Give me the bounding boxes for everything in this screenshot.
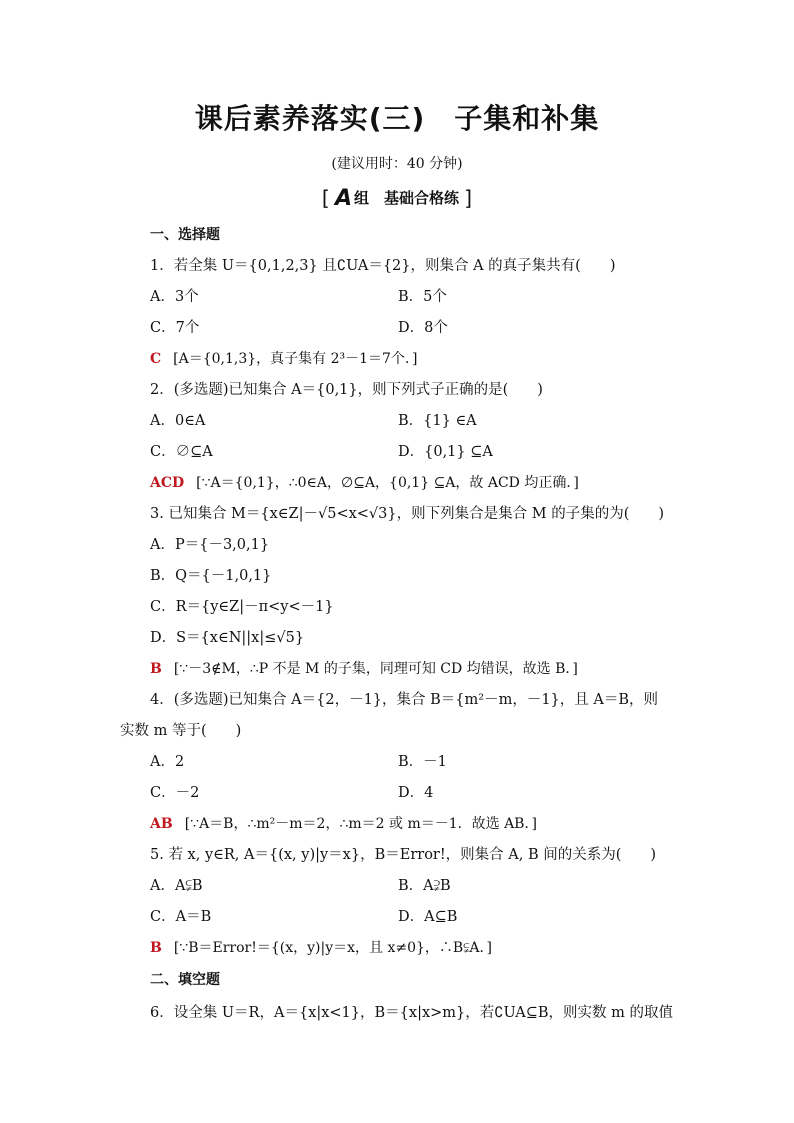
- q4-explanation: [∵A＝B，∴m²－m＝2，∴m＝2 或 m＝－1．故选 AB．]: [184, 816, 537, 832]
- q2-option-b: B．{1} ∈A: [398, 413, 477, 429]
- page-title: 课后素养落实(三) 子集和补集: [194, 102, 600, 135]
- question-5-stem: 5. 若 x, y∈R, A＝{(x, y)|y＝x}，B＝Error!，则集合 A, B 间的关系为( ): [150, 847, 657, 863]
- q5-option-b: B．A⫌B: [398, 878, 451, 894]
- q5-explanation: [∵B＝Error!＝{(x，y)|y＝x，且 x≠0}，∴B⫋A．]: [173, 940, 492, 956]
- q3-explanation: [∵－3∉M，∴P 不是 M 的子集，同理可知 CD 均错误，故选 B．]: [173, 661, 578, 677]
- question-2-stem: 2．(多选题)已知集合 A＝{0,1}，则下列式子正确的是( ): [150, 382, 543, 398]
- question-3-stem: 3. 已知集合 M＝{x∈Z|－√5<x<√3}，则下列集合是集合 M 的子集的为( ): [150, 506, 665, 522]
- q3-option-c: C．R＝{y∈Z|－π<y<－1}: [150, 599, 334, 615]
- group-header: [0, 186, 794, 211]
- q5-option-a: A．A⫋B: [150, 878, 203, 894]
- q4-option-d: D．4: [398, 785, 434, 801]
- q4-answer-line: [150, 814, 537, 834]
- q5-answer: B: [150, 940, 162, 956]
- q5-option-d: D．A⊆B: [398, 909, 458, 925]
- suggested-time: (建议用时：40 分钟): [331, 156, 463, 172]
- q2-explanation: [∵A＝{0,1}，∴0∈A，∅⊆A，{0,1} ⊆A，故 ACD 均正确．]: [196, 475, 579, 491]
- q5-answer-line: [150, 938, 492, 958]
- q1-option-a: A．3个: [150, 289, 199, 305]
- question-6-stem: 6．设全集 U＝R，A＝{x|x<1}，B＝{x|x>m}，若∁UA⊆B，则实数 m 的取值: [150, 1005, 673, 1021]
- q4-answer: AB: [150, 816, 173, 832]
- q1-answer-line: [150, 349, 417, 369]
- q2-option-d: D．{0,1} ⊆A: [398, 444, 493, 460]
- question-4-stem-cont: 实数 m 等于( ): [120, 723, 242, 739]
- q1-option-d: D．8个: [398, 320, 448, 336]
- right-bracket: ]: [464, 186, 473, 210]
- left-bracket: [: [321, 186, 330, 210]
- q4-option-c: C．－2: [150, 785, 200, 801]
- q2-answer-line: [150, 473, 579, 493]
- q3-option-b: B．Q＝{－1,0,1}: [150, 568, 272, 584]
- q4-option-a: A．2: [150, 754, 185, 770]
- question-1-stem: 1．若全集 U＝{0,1,2,3} 且∁UA＝{2}，则集合 A 的真子集共有( ): [150, 258, 616, 274]
- section-heading-fill: 二、填空题: [150, 972, 220, 988]
- q3-option-a: A．P＝{－3,0,1}: [150, 537, 270, 553]
- section-heading-choice: 一、选择题: [150, 227, 220, 243]
- question-4-stem: 4．(多选题)已知集合 A＝{2，－1}，集合 B＝{m²－m，－1}，且 A＝B，则: [150, 692, 659, 708]
- q3-answer: B: [150, 661, 162, 677]
- group-label: 组 基础合格练: [354, 189, 460, 207]
- q5-option-c: C．A＝B: [150, 909, 212, 925]
- q4-option-b: B．－1: [398, 754, 447, 770]
- q2-answer: ACD: [150, 475, 185, 491]
- q2-option-a: A．0∈A: [150, 413, 206, 429]
- q1-explanation: [A＝{0,1,3}，真子集有 2³－1＝7个．]: [173, 351, 418, 367]
- group-badge: A: [334, 186, 352, 211]
- q1-option-b: B．5个: [398, 289, 447, 305]
- q1-answer: C: [150, 351, 162, 367]
- q1-option-c: C．7个: [150, 320, 200, 336]
- q2-option-c: C．∅⊆A: [150, 444, 213, 460]
- q3-answer-line: [150, 659, 578, 679]
- q3-option-d: D．S＝{x∈N||x|≤√5}: [150, 630, 305, 646]
